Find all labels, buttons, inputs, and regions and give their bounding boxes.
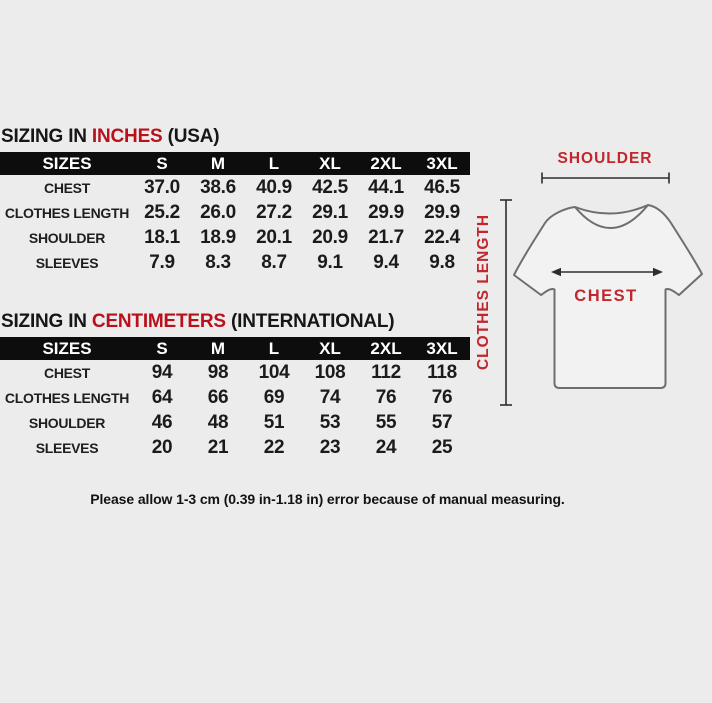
cell-value: 23 bbox=[319, 436, 341, 458]
cell-value: 20 bbox=[151, 436, 173, 458]
column-header: S bbox=[156, 338, 168, 358]
cell-value: 112 bbox=[371, 361, 401, 383]
cell-value: 26.0 bbox=[200, 201, 236, 223]
cell-value: 94 bbox=[151, 361, 173, 383]
cell-value: 8.3 bbox=[205, 251, 231, 273]
cell-value: 37.0 bbox=[144, 176, 180, 198]
cell-value: 21 bbox=[207, 436, 229, 458]
title-unit-inches: INCHES bbox=[91, 126, 163, 147]
cell-value: 9.4 bbox=[373, 251, 399, 273]
cell-value: 57 bbox=[431, 411, 453, 433]
cell-value: 29.9 bbox=[424, 201, 460, 223]
table-row bbox=[0, 200, 470, 225]
column-header: 2XL bbox=[370, 338, 402, 358]
cell-value: 118 bbox=[427, 361, 457, 383]
cell-value: 20.1 bbox=[256, 226, 292, 248]
row-label: CHEST bbox=[44, 364, 90, 381]
column-header: 3XL bbox=[426, 153, 458, 173]
cell-value: 76 bbox=[431, 386, 453, 408]
cell-value: 9.8 bbox=[429, 251, 455, 273]
inches-table-header bbox=[0, 152, 470, 175]
cell-value: 24 bbox=[375, 436, 397, 458]
row-label: CLOTHES LENGTH bbox=[4, 389, 130, 406]
row-label: SLEEVES bbox=[35, 439, 99, 456]
column-header: XL bbox=[319, 153, 341, 173]
cell-value: 25.2 bbox=[144, 201, 180, 223]
cell-value: 46.5 bbox=[424, 176, 460, 198]
cell-value: 69 bbox=[263, 386, 285, 408]
cell-value: 48 bbox=[207, 411, 229, 433]
measuring-error-note: Please allow 1-3 cm (0.39 in-1.18 in) error because of manual measuring. bbox=[90, 491, 565, 507]
column-header: 2XL bbox=[370, 153, 402, 173]
column-header: XL bbox=[319, 338, 341, 358]
cell-value: 9.1 bbox=[317, 251, 343, 273]
column-header: M bbox=[210, 153, 226, 173]
cell-value: 44.1 bbox=[368, 176, 404, 198]
cell-value: 27.2 bbox=[256, 201, 292, 223]
inches-table-title bbox=[1, 126, 219, 148]
table-row bbox=[0, 435, 470, 460]
column-header: L bbox=[268, 153, 280, 173]
cell-value: 8.7 bbox=[261, 251, 287, 273]
cell-value: 22 bbox=[263, 436, 285, 458]
title-prefix: SIZING IN bbox=[1, 311, 87, 332]
cell-value: 21.7 bbox=[368, 226, 404, 248]
cell-value: 18.1 bbox=[144, 226, 180, 248]
table-row bbox=[0, 385, 470, 410]
cell-value: 29.9 bbox=[368, 201, 404, 223]
cell-value: 22.4 bbox=[424, 226, 460, 248]
column-header: S bbox=[156, 153, 168, 173]
cell-value: 55 bbox=[375, 411, 397, 433]
cell-value: 46 bbox=[151, 411, 173, 433]
row-label: CLOTHES LENGTH bbox=[4, 204, 130, 221]
row-label: SHOULDER bbox=[28, 229, 106, 246]
column-header: 3XL bbox=[426, 338, 458, 358]
cell-value: 104 bbox=[258, 361, 290, 383]
cell-value: 108 bbox=[314, 361, 346, 383]
cell-value: 64 bbox=[151, 386, 173, 408]
cell-value: 38.6 bbox=[200, 176, 236, 198]
title-suffix: (USA) bbox=[167, 126, 220, 147]
centimeters-table bbox=[0, 337, 470, 460]
cell-value: 74 bbox=[319, 386, 341, 408]
title-prefix: SIZING IN bbox=[1, 126, 87, 147]
cell-value: 40.9 bbox=[256, 176, 292, 198]
cell-value: 51 bbox=[263, 411, 285, 433]
cell-value: 20.9 bbox=[312, 226, 348, 248]
column-header: M bbox=[210, 338, 226, 358]
centimeters-table-title bbox=[1, 311, 394, 333]
title-unit-centimeters: CENTIMETERS bbox=[91, 311, 226, 332]
shoulder-label: SHOULDER bbox=[557, 150, 653, 167]
row-label: SLEEVES bbox=[35, 254, 99, 271]
column-header: SIZES bbox=[42, 338, 92, 358]
cell-value: 42.5 bbox=[312, 176, 348, 198]
tshirt-measurement-diagram bbox=[460, 140, 712, 420]
row-label: CHEST bbox=[44, 179, 90, 196]
cell-value: 66 bbox=[207, 386, 229, 408]
clothes-length-measure-line bbox=[500, 200, 512, 405]
table-row bbox=[0, 225, 470, 250]
chest-label: CHEST bbox=[574, 287, 638, 305]
cell-value: 7.9 bbox=[149, 251, 175, 273]
clothes-length-label: CLOTHES LENGTH bbox=[475, 213, 492, 371]
table-row bbox=[0, 360, 470, 385]
shoulder-measure-line bbox=[542, 173, 669, 184]
table-row bbox=[0, 250, 470, 275]
table-row bbox=[0, 175, 470, 200]
column-header: SIZES bbox=[42, 153, 92, 173]
cell-value: 76 bbox=[375, 386, 397, 408]
cell-value: 25 bbox=[431, 436, 453, 458]
title-suffix: (INTERNATIONAL) bbox=[231, 311, 395, 332]
inches-table bbox=[0, 152, 470, 275]
centimeters-table-header bbox=[0, 337, 470, 360]
row-label: SHOULDER bbox=[28, 414, 106, 431]
cell-value: 53 bbox=[319, 411, 341, 433]
cell-value: 18.9 bbox=[200, 226, 236, 248]
cell-value: 98 bbox=[207, 361, 229, 383]
table-row bbox=[0, 410, 470, 435]
cell-value: 29.1 bbox=[312, 201, 348, 223]
column-header: L bbox=[268, 338, 280, 358]
